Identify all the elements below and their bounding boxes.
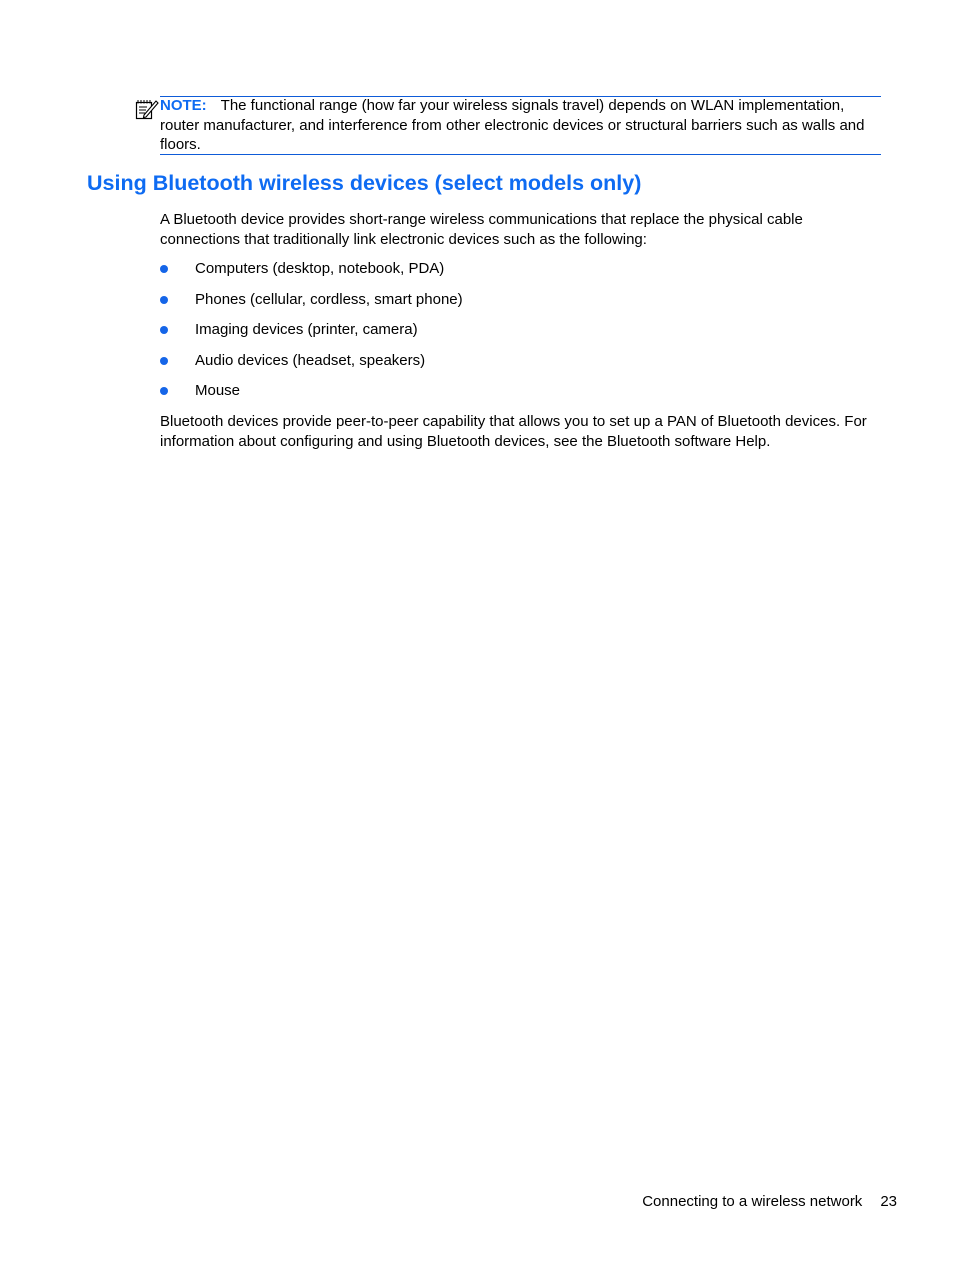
section-heading: Using Bluetooth wireless devices (select models only) [87, 171, 642, 195]
footer-chapter-title: Connecting to a wireless network [642, 1193, 863, 1210]
intro-paragraph: A Bluetooth device provides short-range wireless communications that replace the physical cable connections that traditionally link electronic devices such as the following: [160, 211, 803, 248]
closing-paragraph: Bluetooth devices provide peer-to-peer capability that allows you to set up a PAN of Bluetooth devices. For information about configuring and using Bluetooth devices, see the Bluetooth software Help. [160, 413, 867, 450]
page-number: 23 [880, 1193, 897, 1210]
note-box [134, 96, 881, 154]
bullet-icon [160, 265, 168, 273]
list-item-text: Phones (cellular, cordless, smart phone) [195, 290, 463, 308]
bullet-icon [160, 296, 168, 304]
note-pad-icon [134, 96, 160, 122]
list-item [160, 320, 860, 351]
bullet-icon [160, 387, 168, 395]
device-list [160, 259, 860, 412]
list-item [160, 290, 860, 321]
list-item [160, 381, 860, 412]
list-item-text: Mouse [195, 382, 241, 399]
note-text-block [160, 96, 881, 155]
note-bottom-rule [160, 154, 881, 155]
list-item-text: Computers (desktop, notebook, PDA) [195, 260, 445, 277]
page-footer [642, 1192, 897, 1212]
note-label: NOTE: [160, 97, 207, 114]
note-body: The functional range (how far your wireless signals travel) depends on WLAN implementation, router manufacturer, and interference from other electronic devices or structural barriers such as walls and floors. [160, 97, 865, 153]
bullet-icon [160, 357, 168, 365]
list-item [160, 351, 860, 382]
list-item-text: Audio devices (headset, speakers) [195, 351, 426, 369]
list-item [160, 259, 860, 290]
list-item-text: Imaging devices (printer, camera) [195, 321, 418, 338]
bullet-icon [160, 326, 168, 334]
